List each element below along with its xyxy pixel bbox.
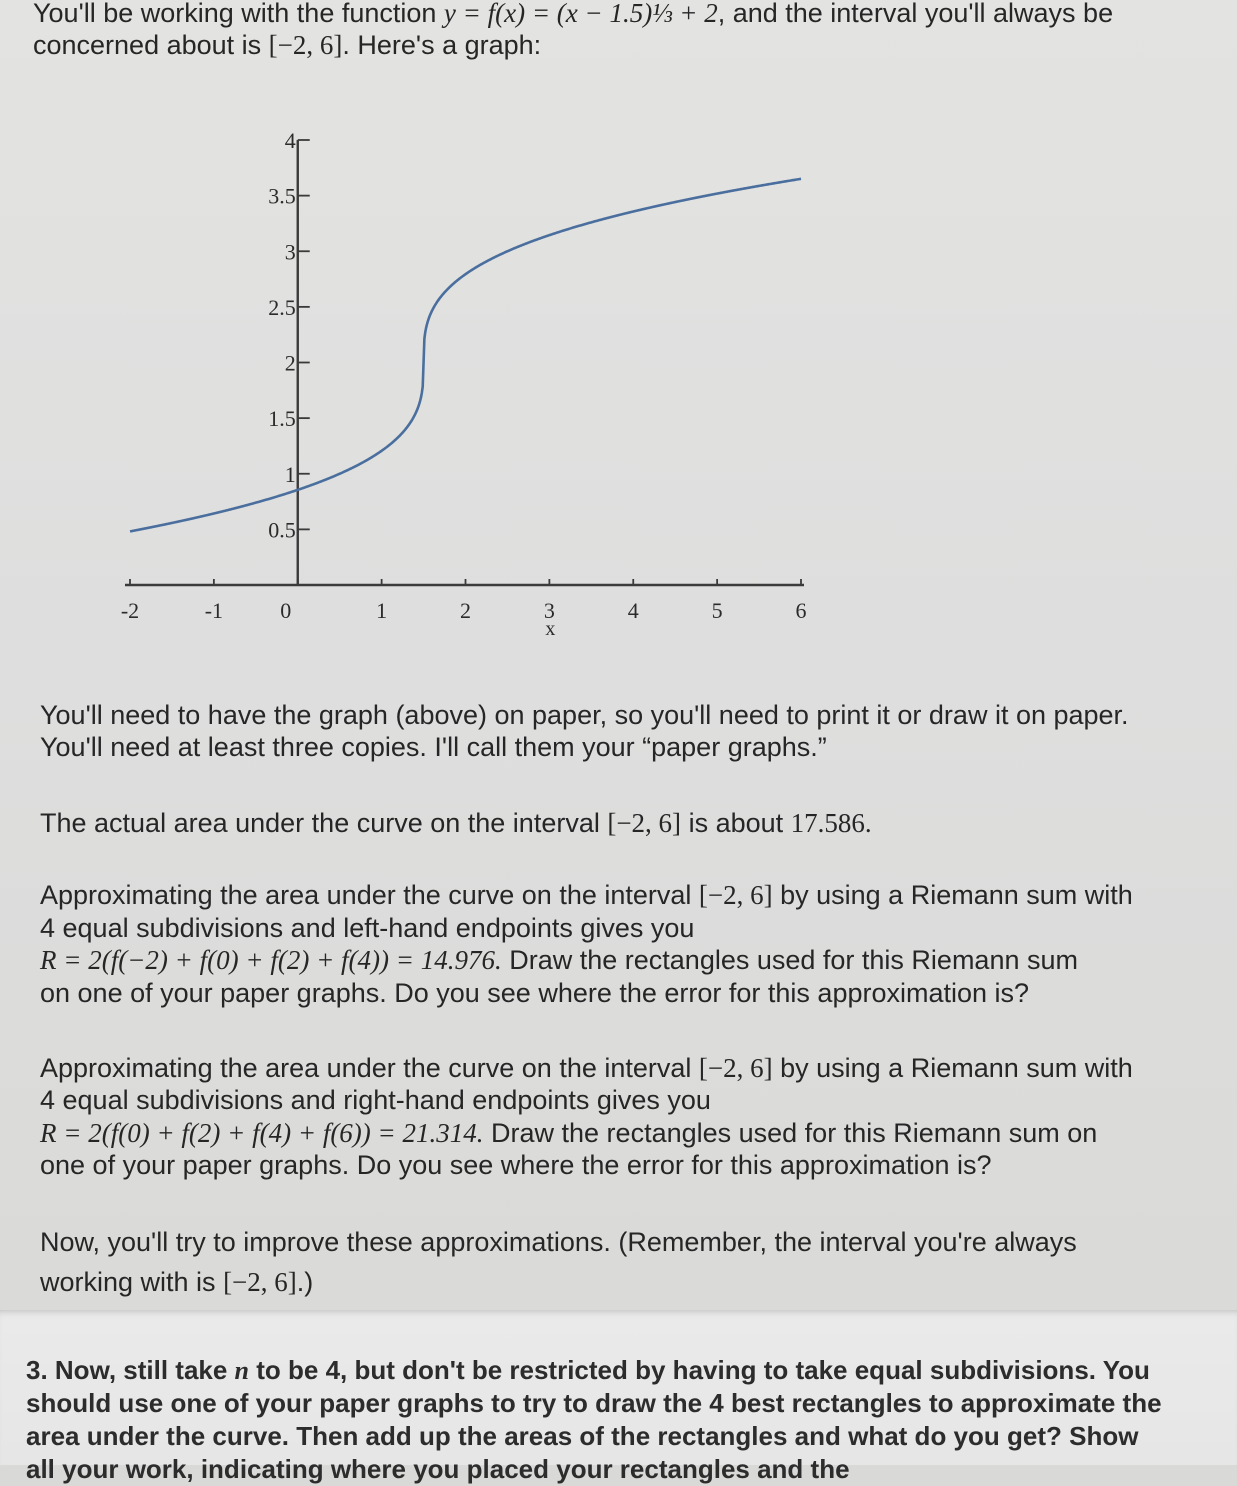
intro-text-4: . Here's a graph: bbox=[342, 30, 542, 60]
x-axis-ticks bbox=[121, 579, 807, 640]
question-3-line-3: area under the curve. Then add up the areas of the rectangles and what do you get? Show bbox=[26, 1421, 1139, 1451]
left-sum-line-3 bbox=[40, 943, 1078, 977]
function-formula: y = f(x) = (x − 1.5)⅓ + 2 bbox=[443, 0, 718, 28]
improve-line-1: Now, you'll try to improve these approximations. (Remember, the interval you're always bbox=[40, 1227, 1077, 1257]
right-sum-text-2: by using a Riemann sum with bbox=[772, 1053, 1133, 1083]
x-axis-label: x bbox=[545, 618, 556, 640]
improve-text-2: .) bbox=[296, 1267, 314, 1297]
improve-text-1: working with is bbox=[40, 1267, 224, 1297]
x-tick-label-2: 2 bbox=[460, 598, 471, 623]
actual-area-line bbox=[40, 806, 872, 840]
question-3-line-4: all your work, indicating where you placed your rectangles and the bbox=[26, 1454, 850, 1484]
y-tick-label-3: 3 bbox=[284, 239, 296, 265]
question-3-line-2: should use one of your paper graphs to try to draw the 4 best rectangles to approximate the bbox=[26, 1388, 1162, 1418]
q3-text-1: 3. Now, still take bbox=[26, 1355, 235, 1385]
left-sum-text-3: Draw the rectangles used for this Riemann sum bbox=[501, 945, 1078, 975]
y-tick-label-2: 2 bbox=[284, 350, 296, 376]
interval-text: [−2, 6] bbox=[268, 30, 343, 60]
x-tick-label-1: 1 bbox=[376, 598, 388, 623]
paper-graph-line-2: You'll need at least three copies. I'll call them your “paper graphs.” bbox=[40, 732, 827, 762]
left-sum-text-2: by using a Riemann sum with bbox=[772, 880, 1133, 910]
question-3-line-1 bbox=[26, 1353, 1150, 1388]
left-sum-text-1: Approximating the area under the curve on the interval bbox=[40, 880, 699, 910]
x-tick-label--1: -1 bbox=[204, 598, 224, 623]
function-graph bbox=[0, 0, 1237, 680]
x-tick-label-0: 0 bbox=[280, 598, 292, 623]
intro-text-3: concerned about is bbox=[33, 30, 269, 60]
intro-text-2: , and the interval you'll always be bbox=[717, 0, 1114, 28]
left-sum-line-4: on one of your paper graphs. Do you see where the error for this approximation is? bbox=[40, 978, 1030, 1008]
actual-area-text: The actual area under the curve on the interval bbox=[40, 808, 608, 838]
y-tick-label-3.5: 3.5 bbox=[268, 183, 296, 209]
q3-text-2: to be 4, but don't be restricted by having to take equal subdivisions. You bbox=[249, 1355, 1150, 1385]
graph-axes bbox=[125, 140, 804, 585]
actual-area-value: 17.586. bbox=[790, 808, 872, 838]
left-sum-interval: [−2, 6] bbox=[698, 880, 773, 910]
x-tick-label-5: 5 bbox=[711, 598, 723, 623]
function-curve bbox=[130, 179, 801, 532]
y-tick-label-1: 1 bbox=[284, 461, 296, 487]
intro-text-1: You'll be working with the function bbox=[33, 0, 444, 28]
right-sum-line-3 bbox=[40, 1116, 1097, 1150]
q3-n-variable: n bbox=[234, 1356, 250, 1385]
right-sum-text-1: Approximating the area under the curve on the interval bbox=[40, 1053, 699, 1083]
y-tick-label-0.5: 0.5 bbox=[268, 517, 296, 543]
paper-graph-line-1: You'll need to have the graph (above) on paper, so you'll need to print it or draw it on paper. bbox=[40, 700, 1129, 730]
left-sum-line-2: 4 equal subdivisions and left-hand endpoints gives you bbox=[40, 913, 695, 943]
right-sum-line-1 bbox=[40, 1051, 1133, 1085]
right-sum-line-2: 4 equal subdivisions and right-hand endpoints gives you bbox=[40, 1085, 711, 1115]
right-sum-interval: [−2, 6] bbox=[698, 1053, 773, 1083]
improve-interval: [−2, 6] bbox=[223, 1267, 297, 1297]
y-tick-label-1.5: 1.5 bbox=[268, 406, 296, 432]
actual-area-interval: [−2, 6] bbox=[607, 808, 682, 838]
y-tick-label-2.5: 2.5 bbox=[268, 294, 296, 320]
right-sum-text-3: Draw the rectangles used for this Riemann sum on bbox=[483, 1118, 1098, 1148]
y-axis-ticks bbox=[268, 128, 310, 542]
y-tick-label-4: 4 bbox=[284, 128, 296, 153]
improve-line-2 bbox=[40, 1265, 313, 1299]
right-sum-line-4: one of your paper graphs. Do you see where the error for this approximation is? bbox=[40, 1150, 992, 1180]
x-tick-label-4: 4 bbox=[627, 598, 639, 623]
x-tick-label-3: 3 bbox=[543, 598, 555, 623]
x-tick-label-6: 6 bbox=[795, 598, 807, 623]
right-sum-formula: R = 2(f(0) + f(2) + f(4) + f(6)) = 21.314. bbox=[40, 1118, 484, 1148]
actual-area-middle: is about bbox=[681, 808, 791, 838]
x-tick-label--2: -2 bbox=[120, 598, 140, 623]
left-sum-line-1 bbox=[40, 878, 1133, 912]
left-sum-formula: R = 2(f(−2) + f(0) + f(2) + f(4)) = 14.976. bbox=[40, 945, 502, 975]
